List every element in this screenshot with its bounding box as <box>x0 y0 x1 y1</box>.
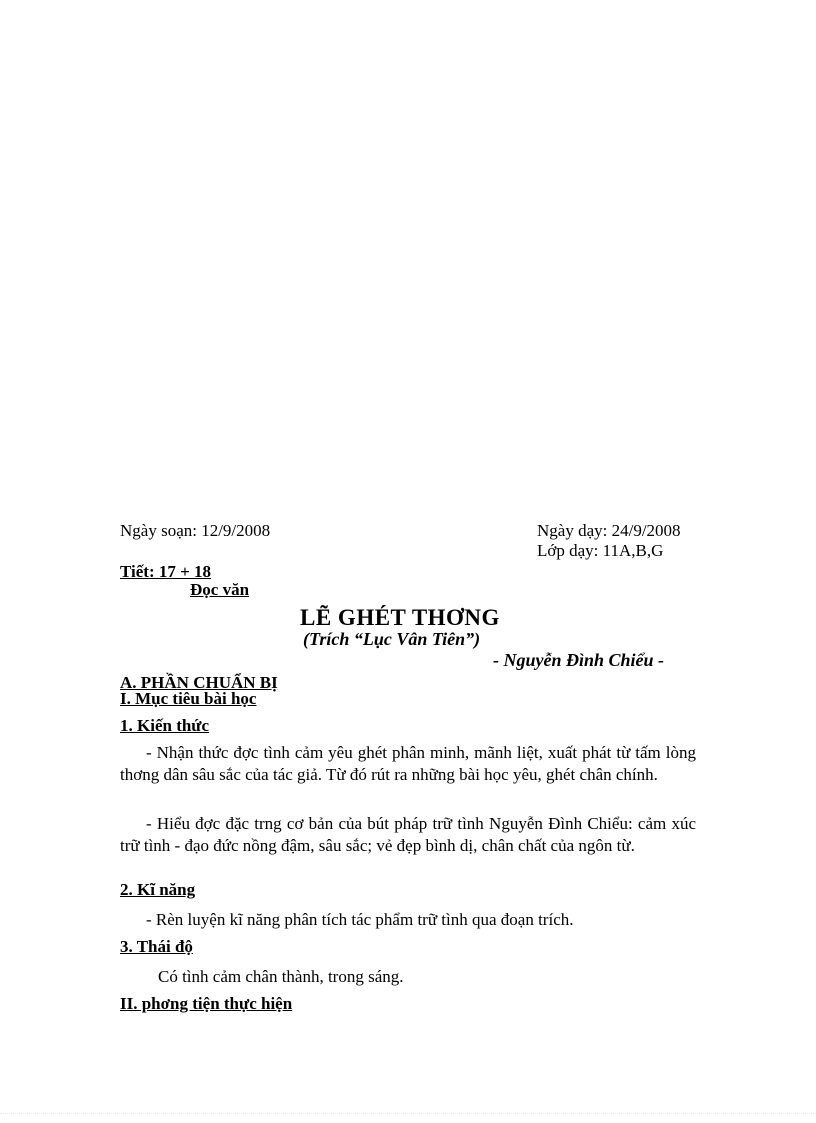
page-bottom-dotted-line <box>0 1113 816 1114</box>
subject-label: Đọc văn <box>190 580 250 599</box>
knowledge-paragraph-2: - Hiểu đợc đặc trng cơ bản của bút pháp trữ tình Nguyễn Đình Chiểu: cảm xúc trữ tình - đạo đức nồng đậm, sâu sắc; vẻ đẹp bình dị, chân chất của ngôn từ. <box>120 814 696 855</box>
attitude-heading: 3. Thái độ <box>120 937 193 956</box>
knowledge-heading: 1. Kiến thức <box>120 716 210 735</box>
preparation-date: Ngày soạn: 12/9/2008 <box>120 521 271 540</box>
class-label: Lớp dạy: 11A,B,G <box>537 541 664 560</box>
attitude-paragraph: Có tình cảm chân thành, trong sáng. <box>158 967 404 986</box>
section-ii-heading: II. phơng tiện thực hiện <box>120 994 293 1013</box>
teaching-date: Ngày dạy: 24/9/2008 <box>537 521 681 540</box>
page-subtitle: (Trích “Lục Vân Tiên”) <box>303 629 481 649</box>
skills-paragraph: - Rèn luyện kĩ năng phân tích tác phẩm trữ tình qua đoạn trích. <box>146 910 574 929</box>
lesson-number: Tiết: 17 + 18 <box>120 562 212 581</box>
page-title: LẼ GHÉT THƠNG <box>300 605 500 630</box>
skills-heading: 2. Kĩ năng <box>120 880 196 899</box>
section-a-heading: A. PHẦN CHUẨN BỊ <box>120 673 278 692</box>
knowledge-paragraph-1: - Nhận thức đợc tình cảm yêu ghét phân minh, mãnh liệt, xuất phát từ tấm lòng thơng dân sâu sắc của tác giả. Từ đó rút ra những bài học yêu, ghét chân chính. <box>120 743 696 784</box>
author-line: - Nguyễn Đình Chiểu - <box>493 650 665 670</box>
section-i-heading: I. Mục tiêu bài học <box>120 689 257 708</box>
